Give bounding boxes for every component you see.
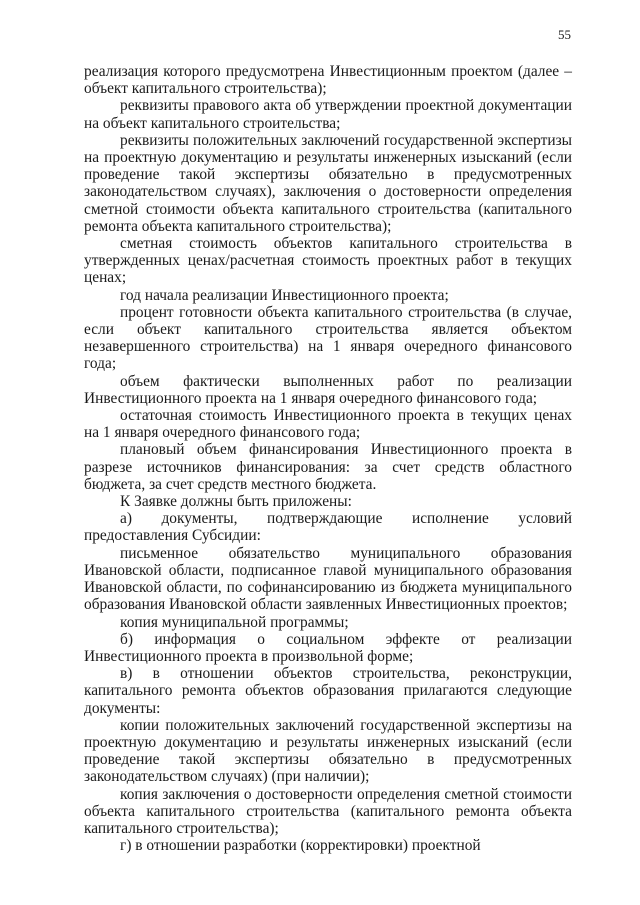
- paragraph-municipal-program: копия муниципальной программы;: [120, 613, 349, 631]
- paragraph-cost-conclusion-copy: копия заключения о достоверности определения сметной стоимости объекта капитального строительства (капитального ремонта объекта капитального строительства);: [84, 785, 572, 837]
- paragraph-work-volume: объем фактически выполненных работ по реализации Инвестиционного проекта на 1 января очередного финансового года;: [84, 372, 572, 407]
- paragraph-item-v: в) в отношении объектов строительства, реконструкции, капитального ремонта объектов образования прилагаются следующие документы:: [84, 665, 572, 717]
- paragraph-expertise-copies: копии положительных заключений государственной экспертизы на проектную документацию и результаты инженерных изысканий (если проведение такой экспертизы обязательно в предусмотренных законодательством случаях) (при наличии);: [84, 716, 572, 786]
- paragraph-estimated-cost: сметная стоимость объектов капитального строительства в утвержденных ценах/расчетная стоимость проектных работ в текущих ценах;: [84, 235, 572, 287]
- paragraph-start-year: год начала реализации Инвестиционного проекта;: [120, 286, 449, 304]
- paragraph-cofinancing-obligation: письменное обязательство муниципального образования Ивановской области, подписанное главой муниципального образования Ивановской области, по софинансированию из бюджета муниципального образования Ивановской области заявленных Инвестиционных проектов;: [84, 544, 572, 614]
- page-number: 55: [558, 27, 571, 42]
- paragraph-project-docs-act: реквизиты правового акта об утверждении проектной документации на объект капитального строительства;: [84, 97, 572, 132]
- document-body: [84, 63, 572, 854]
- paragraph-planned-financing: плановый объем финансирования Инвестиционного проекта в разрезе источников финансирования: за счет средств областного бюджета, за счет средств местного бюджета.: [84, 441, 572, 493]
- paragraph-item-a: а) документы, подтверждающие исполнение условий предоставления Субсидии:: [84, 510, 572, 545]
- paragraph-residual-cost: остаточная стоимость Инвестиционного проекта в текущих ценах на 1 января очередного финансового года;: [84, 407, 572, 442]
- paragraph-expertise-details: реквизиты положительных заключений государственной экспертизы на проектную документацию и результаты инженерных изысканий (если проведение такой экспертизы обязательно в предусмотренных законодательством случаях), заключения о достоверности определения сметной стоимости объекта капитального строительства (капитального ремонта объекта капитального строительства);: [84, 131, 572, 235]
- paragraph-item-b: б) информация о социальном эффекте от реализации Инвестиционного проекта в произвольной форме;: [84, 630, 572, 665]
- paragraph-item-g: г) в отношении разработки (корректировки) проектной: [120, 837, 481, 855]
- paragraph-continuation: реализация которого предусмотрена Инвестиционным проектом (далее – объект капитального строительства);: [84, 63, 572, 98]
- paragraph-completion-percent: процент готовности объекта капитального строительства (в случае, если объект капитального строительства является объектом незавершенного строительства) на 1 января очередного финансового года;: [84, 303, 572, 373]
- paragraph-attachments-intro: К Заявке должны быть приложены:: [120, 493, 352, 511]
